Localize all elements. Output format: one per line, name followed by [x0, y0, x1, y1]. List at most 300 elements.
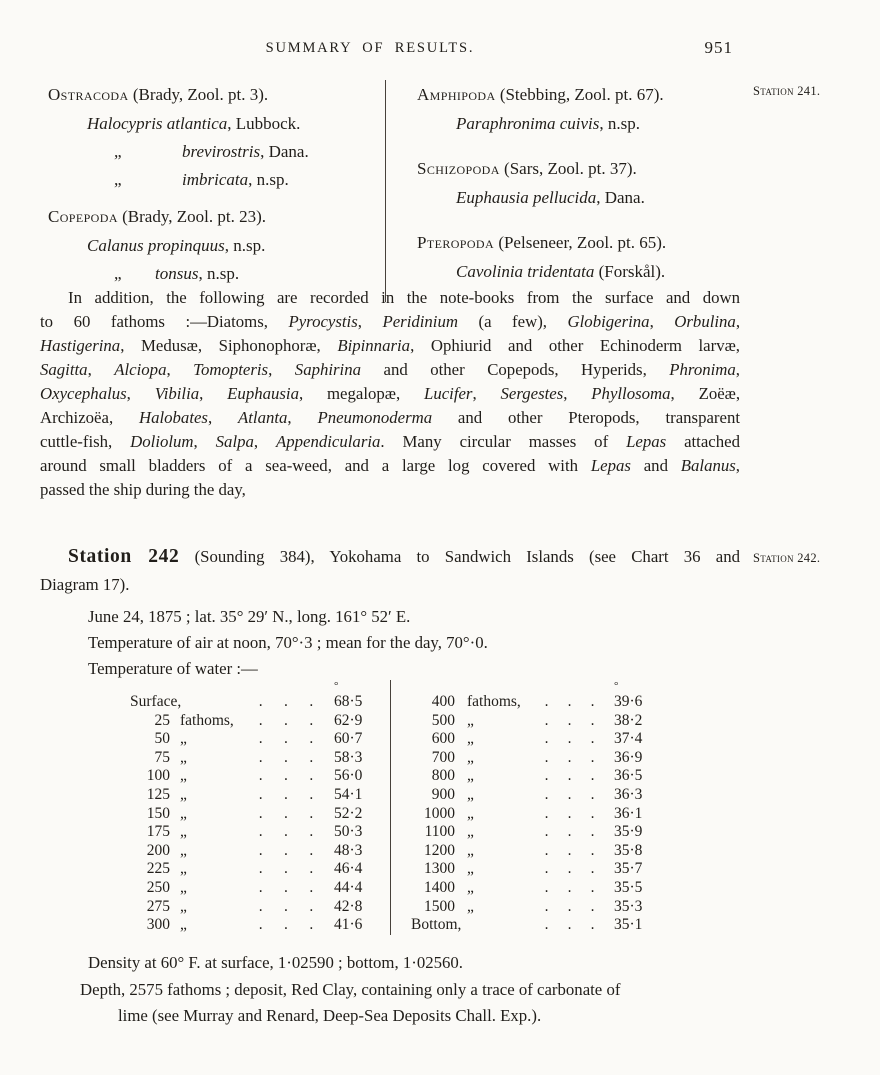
- leader-dot: .: [309, 767, 314, 785]
- row-unit: „: [467, 730, 474, 748]
- species-name: brevirostris: [182, 142, 261, 161]
- leader-dot: .: [258, 860, 263, 878]
- leader-dot: .: [284, 767, 288, 785]
- leader-dot: .: [309, 897, 314, 915]
- leader-dot: .: [544, 693, 549, 710]
- row-value: 42·8: [334, 897, 363, 915]
- italic-text: Lepas: [590, 456, 631, 475]
- leader-dot: .: [590, 748, 595, 766]
- leader-dots: [535, 767, 604, 786]
- fauna-group-ref: (Sars, Zool. pt. 37).: [504, 159, 637, 178]
- table-row: [130, 805, 370, 824]
- italic-text: Atlanta: [238, 408, 288, 427]
- table-row: [411, 860, 650, 879]
- leader-dot: .: [544, 730, 549, 748]
- text: Archizoëa,: [40, 408, 139, 427]
- row-depth: 400: [431, 693, 455, 710]
- leader-dot: .: [544, 860, 549, 878]
- leader-dot: .: [258, 767, 263, 785]
- leader-dot: .: [309, 730, 314, 748]
- paragraph-line: [40, 310, 740, 334]
- leader-dot: .: [590, 711, 595, 729]
- text: around small bladders of a sea-weed, and a large log covered with: [40, 456, 591, 475]
- row-label: Bottom,: [411, 916, 462, 934]
- leader-dot: .: [258, 878, 263, 896]
- row-unit: „: [180, 767, 187, 785]
- leader-dot: .: [309, 748, 314, 766]
- fauna-group-copepoda: [48, 202, 385, 288]
- leader-dot: .: [544, 841, 549, 859]
- row-depth: 1200: [424, 841, 455, 859]
- table-row: [411, 805, 650, 824]
- degree-symbol: °: [614, 680, 619, 692]
- leader-dots: [535, 805, 604, 824]
- leader-dot: .: [544, 767, 549, 785]
- fauna-group-heading: [48, 80, 385, 110]
- text: ,: [87, 360, 115, 379]
- table-row: [411, 786, 650, 805]
- species-item: [48, 260, 385, 288]
- row-depth: 1500: [424, 897, 455, 915]
- leader-dot: .: [309, 711, 314, 729]
- row-unit: „: [180, 878, 187, 896]
- row-unit: „: [467, 897, 474, 915]
- leader-dot: .: [590, 897, 595, 915]
- row-depth: 300: [146, 916, 170, 934]
- leader-dot: .: [284, 785, 288, 803]
- text: cuttle-fish,: [40, 432, 131, 451]
- table-row: [130, 749, 370, 768]
- row-value: 36·5: [614, 767, 643, 785]
- text: ,: [735, 360, 740, 379]
- italic-text: Alciopa: [114, 360, 167, 379]
- leader-dots: [248, 786, 324, 805]
- leader-dot: .: [567, 767, 572, 785]
- text: In addition, the following are recorded in the note-books from the surface and down: [68, 288, 740, 307]
- row-depth: 100: [146, 767, 170, 785]
- leader-dot: .: [544, 897, 549, 915]
- row-depth: 75: [154, 748, 170, 766]
- text: ,: [357, 312, 383, 331]
- row-value: 39·6: [614, 693, 643, 710]
- species-list: [417, 184, 740, 212]
- row-value: 38·2: [614, 711, 643, 729]
- table-row: [411, 842, 650, 861]
- row-value: 35·7: [614, 860, 643, 878]
- leader-dots: [248, 879, 324, 898]
- page-header: [40, 40, 740, 64]
- leader-dot: .: [284, 897, 288, 915]
- text: ,: [649, 312, 675, 331]
- text: ,: [287, 408, 318, 427]
- leader-dot: .: [284, 804, 288, 822]
- row-depth: 900: [431, 785, 455, 803]
- leader-dot: .: [544, 823, 549, 841]
- leader-dots: [535, 860, 604, 879]
- italic-text: Halobates: [138, 408, 208, 427]
- leader-dot: .: [284, 693, 288, 710]
- fauna-group-name: Pteropoda: [417, 233, 495, 252]
- leader-dot: .: [284, 916, 288, 934]
- species-authority: (Forskål).: [594, 262, 666, 281]
- degree-header-row: [411, 680, 650, 693]
- observation-lines: [88, 604, 488, 682]
- text: ,: [199, 384, 228, 403]
- row-depth: 500: [431, 711, 455, 729]
- leader-dot: .: [544, 916, 549, 934]
- leader-dot: .: [284, 711, 288, 729]
- leader-dot: .: [258, 748, 263, 766]
- row-depth: 250: [146, 878, 170, 896]
- leader-dots: [248, 749, 324, 768]
- italic-text: Bipinnaria: [337, 336, 411, 355]
- station-heading-line2: Diagram 17).: [40, 575, 130, 594]
- species-authority: , n.sp.: [224, 236, 266, 255]
- table-row: [411, 767, 650, 786]
- text: . Many circular masses of: [380, 432, 627, 451]
- leader-dot: .: [590, 730, 595, 748]
- degree-symbol: °: [334, 680, 339, 692]
- ditto-mark: „: [114, 264, 122, 283]
- species-list: [48, 232, 385, 288]
- leader-dots: [535, 823, 604, 842]
- fauna-group-heading: [417, 80, 740, 110]
- species-item: [417, 184, 740, 212]
- text: and other Pteropods, transparent: [432, 408, 740, 427]
- text: , Zoëæ,: [670, 384, 741, 403]
- fauna-group-schizopoda: [417, 154, 740, 212]
- text: passed the ship during the day,: [40, 480, 246, 499]
- leader-dots: [248, 916, 324, 935]
- fauna-group-ostracoda: [48, 80, 385, 194]
- table-row: [411, 730, 650, 749]
- leader-dots: [535, 712, 604, 731]
- row-value: 35·1: [614, 916, 643, 934]
- row-depth: 50: [154, 730, 170, 748]
- table-row: [130, 842, 370, 861]
- row-unit: „: [467, 841, 474, 859]
- species-name: Euphausia pellucida: [456, 188, 597, 207]
- species-authority: , n.sp.: [248, 170, 289, 189]
- species-name: Calanus propinquus: [87, 236, 225, 255]
- species-item: [48, 232, 385, 260]
- date-position-line: June 24, 1875 ; lat. 35° 29′ N., long. 161° 52′ E.: [88, 607, 411, 626]
- station-heading-rest: (Sounding 384), Yokohama to Sandwich Islands (see Chart 36 and: [179, 547, 740, 566]
- table-row: [130, 823, 370, 842]
- table-row: [411, 823, 650, 842]
- leader-dots: [535, 749, 604, 768]
- fauna-group-heading: [417, 228, 740, 258]
- leader-dot: .: [544, 878, 549, 896]
- row-value: 36·9: [614, 748, 643, 766]
- fauna-group-ref: (Brady, Zool. pt. 3).: [132, 85, 269, 104]
- italic-text: Hastigerina: [40, 336, 121, 355]
- row-depth: 275: [146, 897, 170, 915]
- species-authority: , Lubbock.: [227, 114, 301, 133]
- station-heading-line1: [40, 543, 740, 571]
- leader-dot: .: [567, 730, 572, 748]
- species-item: [417, 110, 740, 138]
- leader-dot: .: [258, 785, 263, 803]
- leader-dot: .: [590, 785, 595, 803]
- water-table-left-half: [130, 680, 390, 935]
- species-item: [417, 258, 740, 286]
- text: ,: [166, 360, 194, 379]
- species-item: [48, 110, 385, 138]
- water-table-right-rows: [411, 693, 650, 935]
- text: and: [630, 456, 681, 475]
- leader-dot: .: [590, 841, 595, 859]
- leader-dot: .: [567, 841, 572, 859]
- row-value: 44·4: [334, 878, 363, 896]
- italic-text: Salpa: [215, 432, 254, 451]
- fauna-section: [40, 80, 740, 302]
- leader-dot: .: [258, 693, 263, 710]
- leader-dot: .: [258, 711, 263, 729]
- italic-text: Vibilia: [154, 384, 200, 403]
- paragraph-line: [40, 382, 740, 406]
- row-unit: „: [180, 860, 187, 878]
- leader-dot: .: [284, 878, 288, 896]
- leader-dots: [248, 767, 324, 786]
- species-authority: , Dana.: [596, 188, 645, 207]
- leader-dot: .: [544, 711, 549, 729]
- species-authority: , n.sp.: [198, 264, 240, 283]
- text: ,: [207, 408, 238, 427]
- table-row: [130, 786, 370, 805]
- italic-text: Doliolum: [130, 432, 194, 451]
- row-value: 41·6: [334, 916, 363, 934]
- leader-dot: .: [590, 767, 595, 785]
- italic-text: Globigerina: [567, 312, 650, 331]
- degree-header-row: [130, 680, 370, 693]
- water-table-left-rows: [130, 693, 370, 935]
- species-list: [48, 110, 385, 194]
- text: , megalopæ,: [298, 384, 424, 403]
- leader-dot: .: [258, 804, 263, 822]
- leader-dot: .: [590, 916, 595, 934]
- species-name: Cavolinia tridentata: [456, 262, 595, 281]
- fauna-group-name: Copepoda: [48, 207, 118, 226]
- table-row: [130, 898, 370, 917]
- row-value: 37·4: [614, 730, 643, 748]
- leader-dot: .: [567, 711, 572, 729]
- leader-dot: .: [567, 878, 572, 896]
- text: ,: [193, 432, 216, 451]
- table-row: [411, 879, 650, 898]
- leader-dot: .: [284, 748, 288, 766]
- row-depth: 150: [146, 804, 170, 822]
- leader-dot: .: [258, 916, 263, 934]
- leader-dot: .: [590, 823, 595, 841]
- row-depth: 225: [146, 860, 170, 878]
- fauna-group-heading: [417, 154, 740, 184]
- text: ,: [735, 312, 741, 331]
- italic-text: Saphirina: [294, 360, 361, 379]
- leader-dot: .: [567, 804, 572, 822]
- paragraph-line: [40, 478, 740, 502]
- text: ,: [268, 360, 295, 379]
- leader-dot: .: [590, 804, 595, 822]
- species-list: [417, 110, 740, 138]
- row-value: 60·7: [334, 730, 363, 748]
- italic-text: Balanus: [680, 456, 736, 475]
- table-row: [411, 712, 650, 731]
- species-item: [48, 166, 385, 194]
- leader-dot: .: [309, 785, 314, 803]
- text: ,: [735, 456, 740, 475]
- density-line: Density at 60° F. at surface, 1·02590 ; bottom, 1·02560.: [88, 953, 463, 972]
- row-unit: „: [467, 860, 474, 878]
- row-unit: „: [180, 897, 187, 915]
- air-temperature-line: Temperature of air at noon, 70°·3 ; mean for the day, 70°·0.: [88, 633, 488, 652]
- row-value: 35·9: [614, 823, 643, 841]
- row-depth: 1000: [424, 804, 455, 822]
- leader-dot: .: [284, 860, 288, 878]
- italic-text: Sagitta: [40, 360, 88, 379]
- leader-dot: .: [590, 860, 595, 878]
- leader-dot: .: [309, 916, 314, 934]
- row-value: 50·3: [334, 823, 363, 841]
- fauna-right-column: [385, 80, 740, 302]
- fauna-group-name: Amphipoda: [417, 85, 496, 104]
- surface-organisms-paragraph: [40, 286, 740, 502]
- text: ,: [563, 384, 592, 403]
- row-depth: 1100: [424, 823, 455, 841]
- leader-dot: .: [309, 693, 314, 710]
- ditto-mark: „: [114, 170, 122, 189]
- species-item: [48, 138, 385, 166]
- fauna-group-ref: (Stebbing, Zool. pt. 67).: [499, 85, 664, 104]
- fauna-group-heading: [48, 202, 385, 232]
- text: ,: [126, 384, 155, 403]
- row-depth: 800: [431, 767, 455, 785]
- italic-text: Sergestes: [500, 384, 564, 403]
- row-unit: „: [467, 785, 474, 803]
- italic-text: Appendicularia: [276, 432, 381, 451]
- page-title: SUMMARY OF RESULTS.: [265, 40, 475, 56]
- leader-dot: .: [567, 748, 572, 766]
- depth-line: Depth, 2575 fathoms ; deposit, Red Clay, containing only a trace of carbonate of: [80, 979, 621, 999]
- text: , Ophiurid and other Echinoderm larvæ,: [410, 336, 741, 355]
- paragraph-line: [40, 430, 740, 454]
- fauna-group-pteropoda: [417, 228, 740, 286]
- leader-dot: .: [590, 693, 595, 710]
- italic-text: Lepas: [626, 432, 667, 451]
- water-temperature-table: [130, 680, 650, 935]
- species-authority: , Dana.: [260, 142, 309, 161]
- leader-dots: [248, 898, 324, 917]
- italic-text: Euphausia: [227, 384, 299, 403]
- row-unit: „: [180, 785, 187, 803]
- row-unit: „: [467, 711, 474, 729]
- paragraph-line: [40, 454, 740, 478]
- fauna-group-ref: (Pelseneer, Zool. pt. 65).: [498, 233, 667, 252]
- leader-dot: .: [284, 730, 288, 748]
- leader-dot: .: [567, 916, 572, 934]
- leader-dot: .: [567, 823, 572, 841]
- row-value: 35·5: [614, 878, 643, 896]
- leader-dots: [248, 842, 324, 861]
- row-unit: fathoms,: [180, 711, 234, 729]
- row-unit: „: [180, 804, 187, 822]
- row-unit: „: [180, 823, 187, 841]
- leader-dot: .: [567, 693, 572, 710]
- species-name: imbricata: [182, 170, 249, 189]
- text: , Medusæ, Siphonophoræ,: [120, 336, 338, 355]
- row-depth: 1300: [424, 860, 455, 878]
- row-unit: „: [467, 748, 474, 766]
- leader-dot: .: [309, 878, 314, 896]
- row-value: 35·8: [614, 841, 643, 859]
- row-unit: „: [467, 878, 474, 896]
- italic-text: Orbulina: [674, 312, 736, 331]
- leader-dot: .: [544, 748, 549, 766]
- ditto-mark: „: [114, 142, 122, 161]
- leader-dot: .: [284, 823, 288, 841]
- row-label: Surface,: [130, 693, 182, 710]
- leader-dot: .: [284, 841, 288, 859]
- leader-dots: [248, 712, 324, 731]
- station-summary-lines: [80, 950, 770, 1030]
- leader-dots: [535, 879, 604, 898]
- row-value: 68·5: [334, 693, 363, 710]
- leader-dot: .: [309, 860, 314, 878]
- leader-dot: .: [590, 878, 595, 896]
- row-value: 54·1: [334, 785, 363, 803]
- leader-dots: [535, 842, 604, 861]
- leader-dots: [535, 898, 604, 917]
- row-value: 35·3: [614, 897, 643, 915]
- water-temperature-label: Temperature of water :—: [88, 659, 258, 678]
- table-row: [130, 916, 370, 935]
- text: ,: [253, 432, 276, 451]
- italic-text: Peridinium: [382, 312, 458, 331]
- row-value: 36·3: [614, 785, 643, 803]
- species-name: tonsus: [155, 264, 199, 283]
- leader-dot: .: [258, 841, 263, 859]
- leader-dots: [248, 693, 324, 712]
- row-unit: „: [467, 823, 474, 841]
- italic-text: Oxycephalus: [40, 384, 127, 403]
- row-unit: „: [180, 841, 187, 859]
- margin-note-station-242: Station 242.: [753, 551, 821, 565]
- leader-dot: .: [258, 730, 263, 748]
- leader-dot: .: [544, 785, 549, 803]
- leader-dot: .: [567, 897, 572, 915]
- row-unit: „: [180, 916, 187, 934]
- fauna-left-column: [40, 80, 385, 302]
- leader-dots: [535, 730, 604, 749]
- leader-dot: .: [309, 841, 314, 859]
- leader-dot: .: [544, 804, 549, 822]
- table-row: [411, 693, 650, 712]
- italic-text: Tomopteris: [193, 360, 269, 379]
- table-row: [130, 860, 370, 879]
- water-table-right-half: [390, 680, 650, 935]
- station-242-heading: [40, 543, 740, 599]
- row-depth: 125: [146, 785, 170, 803]
- text: ,: [472, 384, 501, 403]
- row-unit: „: [180, 730, 187, 748]
- species-name: Halocypris atlantica: [87, 114, 228, 133]
- row-depth: 700: [431, 748, 455, 766]
- depth-line-continued: lime (see Murray and Renard, Deep-Sea Deposits Chall. Exp.).: [118, 1006, 542, 1025]
- leader-dots: [535, 916, 604, 935]
- leader-dot: .: [258, 897, 263, 915]
- paragraph-line: [40, 406, 740, 430]
- leader-dots: [248, 730, 324, 749]
